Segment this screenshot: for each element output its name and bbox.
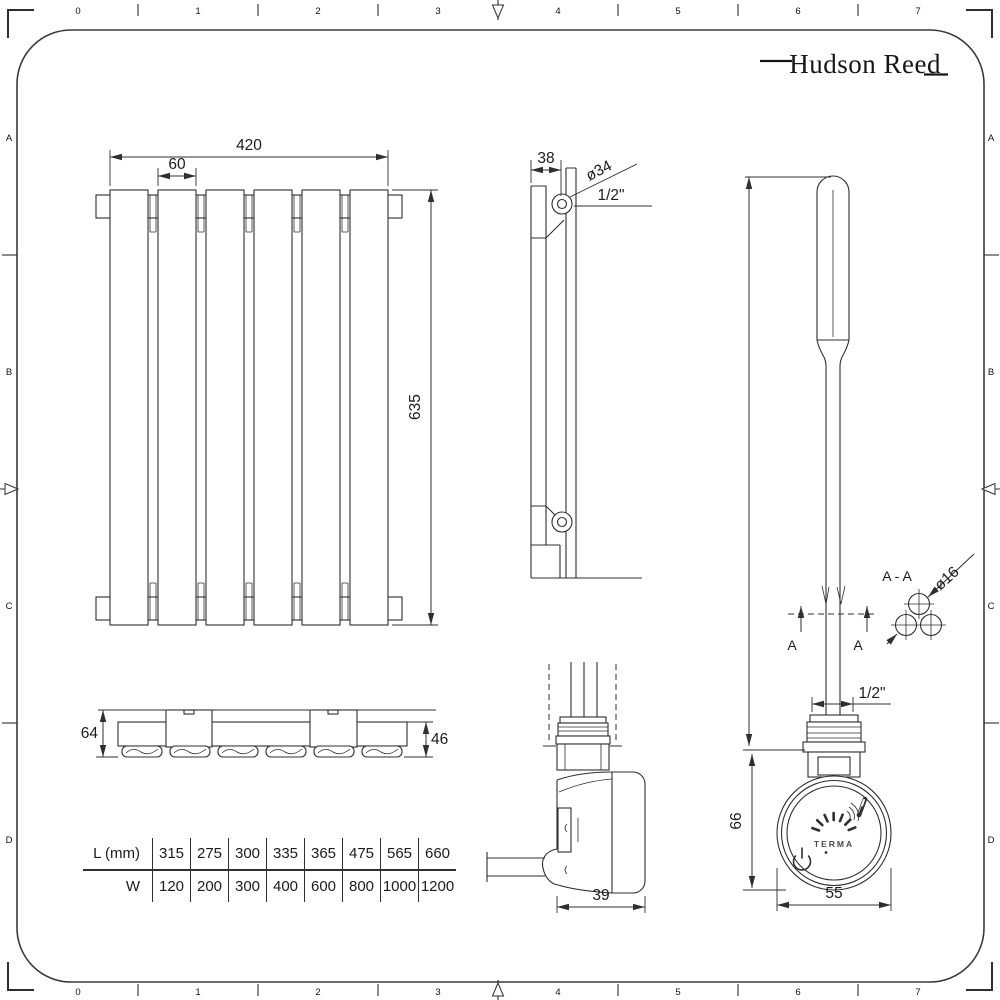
power-cable <box>487 852 545 882</box>
table-cell: 400 <box>267 870 305 902</box>
dim-depth-overall: 64 <box>80 725 98 742</box>
ruler-number: 1 <box>195 987 201 998</box>
front-panels <box>110 190 388 625</box>
ruler-letter: D <box>987 835 995 846</box>
corner-mark-top-right <box>966 10 992 38</box>
dim-body-width: 55 <box>825 885 843 902</box>
table-cell: 120 <box>153 870 191 902</box>
table-cell: 365 <box>305 838 343 870</box>
section-marker-left: A <box>787 637 797 653</box>
dim-body-height: 66 <box>728 812 745 830</box>
dim-overall-width: 420 <box>236 137 262 154</box>
ruler-number: 1 <box>195 6 201 17</box>
ruler-number: 2 <box>315 987 321 998</box>
dim-depth-body: 46 <box>431 731 449 748</box>
table-row-label: W <box>83 870 153 902</box>
table-cell: 1000 <box>381 870 419 902</box>
controller-side-view <box>487 662 645 913</box>
table-cell: 600 <box>305 870 343 902</box>
section-marker-right: A <box>853 637 863 653</box>
corner-mark-bottom-right <box>966 962 992 990</box>
center-mark-left <box>0 484 18 495</box>
corner-mark-top-left <box>8 10 34 38</box>
radiator-front-view <box>96 137 438 625</box>
table-cell: 800 <box>343 870 381 902</box>
table-cell: 200 <box>191 870 229 902</box>
ruler-letter: A <box>5 133 13 144</box>
table-cell: 300 <box>229 838 267 870</box>
wall-bracket-left <box>166 710 212 747</box>
power-table <box>83 838 456 902</box>
section-a-a-detail <box>882 554 974 644</box>
ruler-number: 3 <box>435 6 441 17</box>
dim-controller-depth: 39 <box>592 887 610 904</box>
ruler-number: 5 <box>675 987 681 998</box>
table-row <box>83 838 456 870</box>
panel-sections <box>122 746 402 757</box>
dim-panel-width: 60 <box>168 156 186 173</box>
ruler-number: 0 <box>75 6 81 17</box>
center-mark-top <box>493 0 504 20</box>
ruler-letter: D <box>5 835 13 846</box>
ruler-letter: C <box>5 601 13 612</box>
dim-port-thread: 1/2" <box>597 187 625 204</box>
section-title: A - A <box>882 568 912 584</box>
controller-brand: TERMA <box>813 839 855 849</box>
ruler-number: 3 <box>435 987 441 998</box>
dim-port-diameter: ø34 <box>583 157 615 185</box>
dim-element-thread: 1/2" <box>858 685 886 702</box>
table-cell: 475 <box>343 838 381 870</box>
table-cell: 335 <box>267 838 305 870</box>
bottom-port <box>552 512 572 532</box>
table-cell: 1200 <box>420 878 455 895</box>
ruler-number: 4 <box>555 987 561 998</box>
table-cell: 565 <box>381 838 419 870</box>
table-cell: 275 <box>191 838 229 870</box>
dim-height: 635 <box>407 394 424 420</box>
ruler-number: 4 <box>555 6 561 17</box>
ruler-number: 7 <box>915 987 921 998</box>
table-row-label: L (mm) <box>83 838 153 870</box>
brand-logo <box>760 49 948 79</box>
center-mark-bottom <box>493 980 504 1000</box>
wall-bracket-right <box>310 710 357 747</box>
ruler-number: 6 <box>795 6 801 17</box>
top-port <box>552 194 572 214</box>
ruler-letter: C <box>987 601 995 612</box>
brand-logo-text: Hudson Reed <box>789 49 941 79</box>
ruler-letter: B <box>987 367 995 378</box>
ruler-number: 6 <box>795 987 801 998</box>
table-cell: 300 <box>229 870 267 902</box>
controller-face-edge <box>612 772 645 893</box>
thermostat-dial <box>777 776 891 890</box>
dim-probe-diameter: ø16 <box>931 563 963 594</box>
power-table-grid <box>83 838 456 902</box>
controller-button-panel <box>558 808 571 852</box>
dim-depth: 38 <box>537 150 555 167</box>
heating-element-view <box>728 176 891 911</box>
top-view-body <box>118 722 407 746</box>
ruler-number: 5 <box>675 6 681 17</box>
corner-mark-bottom-left <box>8 962 34 990</box>
table-cell: 660 <box>419 838 457 870</box>
ruler-letter: A <box>987 133 995 144</box>
table-row <box>83 870 456 902</box>
table-cell: 315 <box>153 838 191 870</box>
ruler-number: 2 <box>315 6 321 17</box>
ruler-number: 7 <box>915 6 921 17</box>
radiator-top-view <box>81 710 449 757</box>
ruler-letter: B <box>5 367 13 378</box>
ruler-number: 0 <box>75 987 81 998</box>
radiator-side-view <box>531 150 652 578</box>
